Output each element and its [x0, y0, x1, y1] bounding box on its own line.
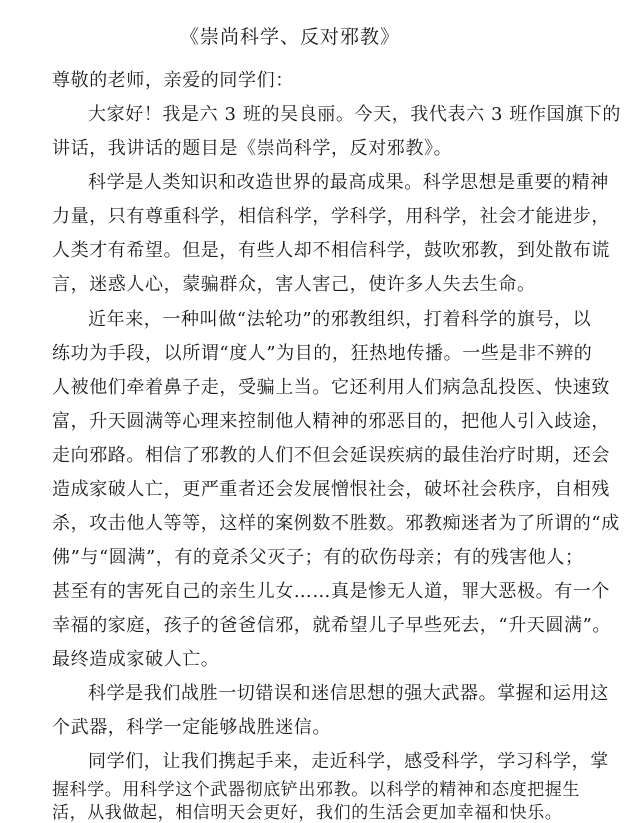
paragraph-line: 讲话，我讲话的题目是《崇尚科学，反对邪教》。 — [52, 138, 453, 159]
paragraph-line: 练功为手段，以所谓“度人”为目的，狂热地传播。一些是非不辨的 — [52, 343, 593, 364]
document-title: 《崇尚科学、反对邪教》 — [180, 26, 401, 48]
paragraph-line: 科学是人类知识和改造世界的最高成果。科学思想是重要的精神 — [88, 172, 609, 193]
paragraph-line: 科学是我们战胜一切错误和迷信思想的强大武器。掌握和运用这 — [88, 683, 609, 704]
paragraph-line: 最终造成家破人亡。 — [52, 649, 220, 670]
paragraph-line: 富，升天圆满等心理来控制他人精神的邪恶目的，把他人引入歧途， — [52, 411, 610, 432]
paragraph-line: 近年来，一种叫做“法轮功”的邪教组织，打着科学的旗号，以 — [88, 309, 592, 330]
paragraph-line: 佛”与“圆满”，有的竟杀父灭子；有的砍伤母亲；有的残害他人； — [52, 547, 584, 568]
paragraph-line: 走向邪路。相信了邪教的人们不但会延误疾病的最佳治疗时期，还会 — [52, 445, 610, 466]
paragraph-line: 甚至有的害死自己的亲生儿女……真是惨无人道，罪大恶极。有一个 — [52, 581, 610, 602]
paragraph-line: 造成家破人亡，更严重者还会发展憎恨社会，破坏社会秩序，自相残 — [52, 479, 610, 500]
paragraph-line: 个武器，科学一定能够战胜迷信。 — [52, 717, 331, 738]
paragraph-line: 幸福的家庭，孩子的爸爸信邪，就希望儿子早些死去，“升天圆满”。 — [52, 615, 612, 636]
paragraph-line: 言，迷惑人心，蒙骗群众，害人害己，使许多人失去生命。 — [52, 274, 536, 295]
paragraph-line: 杀，攻击他人等等，这样的案例数不胜数。邪教痴迷者为了所谓的“成 — [52, 513, 620, 534]
paragraph-line: 人类才有希望。但是，有些人却不相信科学，鼓吹邪教，到处散布谎 — [52, 240, 610, 261]
paragraph-line: 同学们，让我们携起手来，走近科学，感受科学，学习科学，掌 — [88, 751, 609, 772]
salutation-line: 尊敬的老师，亲爱的同学们： — [52, 70, 294, 91]
paragraph-line: 人被他们牵着鼻子走，受骗上当。它还利用人们病急乱投医、快速致 — [52, 377, 610, 398]
paragraph-line: 大家好！我是六 3 班的吴良丽。今天，我代表六 3 班作国旗下的 — [88, 104, 621, 125]
paragraph-line: 活，从我做起，相信明天会更好，我们的生活会更加幸福和快乐。 — [52, 803, 563, 823]
paragraph-line: 握科学。用科学这个武器彻底铲出邪教。以科学的精神和态度把握生 — [52, 780, 580, 800]
paragraph-line: 力量，只有尊重科学，相信科学，学科学，用科学，社会才能进步， — [52, 206, 610, 227]
